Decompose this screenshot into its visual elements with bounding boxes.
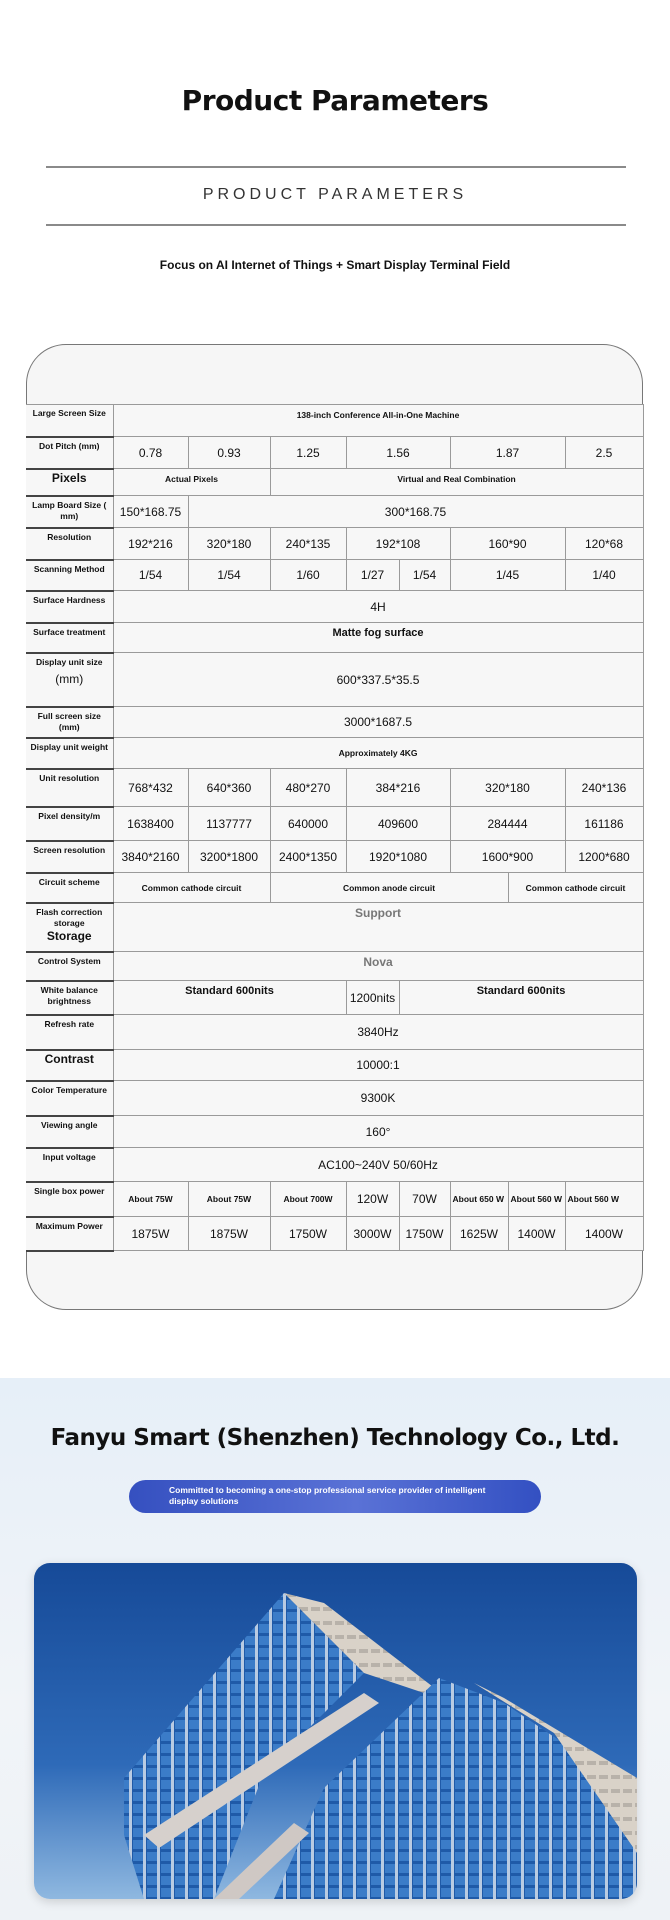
spec-value: 3840Hz (113, 1015, 643, 1050)
spec-label (26, 807, 113, 841)
spec-value: 1750W (399, 1217, 450, 1251)
spec-label (26, 1182, 113, 1217)
spec-label-text: Display unit weight (30, 741, 108, 752)
spec-label-sub: Storage (46, 928, 92, 943)
spec-label (26, 981, 113, 1015)
spec-value: 1.87 (450, 437, 565, 469)
spec-label-text: Pixels (51, 470, 87, 485)
spec-label-text: Large Screen Size (32, 408, 106, 418)
spec-row (26, 769, 643, 807)
spec-row (26, 1050, 643, 1081)
spec-row (26, 560, 643, 591)
spec-label-text: Single box power (34, 1185, 105, 1196)
spec-row (26, 873, 643, 903)
spec-row (26, 1182, 643, 1217)
spec-value: Common anode circuit (270, 873, 508, 903)
spec-value: About 650 W (450, 1182, 508, 1217)
spec-value: 1200*680 (565, 841, 643, 873)
spec-value: 1/54 (188, 560, 270, 591)
spec-value: 192*216 (113, 528, 188, 560)
spec-value: About 560 W (565, 1182, 643, 1217)
spec-label-text: Viewing angle (40, 1119, 98, 1130)
spec-label (26, 738, 113, 769)
spec-row (26, 653, 643, 707)
spec-value: 1/40 (565, 560, 643, 591)
spec-value: About 560 W (508, 1182, 565, 1217)
spec-label (26, 653, 113, 707)
spec-value: 1875W (188, 1217, 270, 1251)
spec-value: About 700W (270, 1182, 346, 1217)
spec-label (26, 707, 113, 738)
spec-row (26, 469, 643, 496)
divider-top (46, 166, 626, 168)
spec-value: 1750W (270, 1217, 346, 1251)
spec-row (26, 1148, 643, 1182)
spec-value: 160° (113, 1116, 643, 1148)
spec-value: 409600 (346, 807, 450, 841)
spec-row (26, 591, 643, 623)
page-title: Product Parameters (181, 84, 489, 117)
spec-value: 1875W (113, 1217, 188, 1251)
spec-value: Standard 600nits (113, 981, 346, 1015)
spec-value: 9300K (113, 1081, 643, 1116)
spec-value: 2.5 (565, 437, 643, 469)
spec-value: 284444 (450, 807, 565, 841)
spec-value: 768*432 (113, 769, 188, 807)
spec-label (26, 437, 113, 469)
company-name: Fanyu Smart (Shenzhen) Technology Co., Ltd. (50, 1425, 620, 1451)
spec-label-text: Maximum Power (35, 1220, 103, 1231)
spec-label-text: Lamp Board Size ( mm) (32, 499, 107, 521)
spec-value: Nova (113, 952, 643, 981)
spec-label-text: Resolution (47, 531, 92, 542)
spec-value: 3000W (346, 1217, 399, 1251)
spec-row (26, 437, 643, 469)
spec-label (26, 496, 113, 528)
building-photo (34, 1563, 637, 1899)
spec-label-text: Scanning Method (33, 563, 105, 574)
spec-value: 160*90 (450, 528, 565, 560)
spec-value: 600*337.5*35.5 (113, 653, 643, 707)
spec-row (26, 841, 643, 873)
spec-value: 240*135 (270, 528, 346, 560)
spec-value: 1400W (565, 1217, 643, 1251)
spec-value: 3200*1800 (188, 841, 270, 873)
spec-label (26, 903, 113, 952)
spec-row (26, 1015, 643, 1050)
spec-label-text: Full screen size (mm) (37, 710, 101, 732)
spec-value: Approximately 4KG (113, 738, 643, 769)
spec-label (26, 469, 113, 496)
spec-value: 640*360 (188, 769, 270, 807)
spec-label-text: Color Temperature (31, 1084, 107, 1095)
spec-value: 320*180 (450, 769, 565, 807)
building-illustration (34, 1563, 637, 1899)
spec-row (26, 1116, 643, 1148)
spec-value: 120W (346, 1182, 399, 1217)
spec-value: Common cathode circuit (113, 873, 270, 903)
spec-row (26, 1217, 643, 1251)
spec-label-text: Dot Pitch (mm) (39, 440, 100, 451)
spec-row (26, 981, 643, 1015)
spec-label (26, 560, 113, 591)
spec-label-sub: (mm) (55, 671, 84, 686)
spec-label (26, 1148, 113, 1182)
spec-value: About 75W (113, 1182, 188, 1217)
spec-label-text: Circuit scheme (38, 876, 100, 887)
spec-value: 480*270 (270, 769, 346, 807)
spec-row (26, 496, 643, 528)
spec-label (26, 1116, 113, 1148)
spec-value: 1920*1080 (346, 841, 450, 873)
spec-value: 3840*2160 (113, 841, 188, 873)
section-subtitle: PRODUCT PARAMETERS (202, 186, 468, 203)
spec-label (26, 528, 113, 560)
spec-value: 1400W (508, 1217, 565, 1251)
spec-value: 240*136 (565, 769, 643, 807)
spec-label-text: Surface treatment (33, 626, 106, 637)
spec-label-text: White balance brightness (40, 984, 98, 1006)
spec-value: 1/60 (270, 560, 346, 591)
spec-value: 320*180 (188, 528, 270, 560)
spec-label-text: Input voltage (42, 1151, 96, 1162)
spec-value: 1.56 (346, 437, 450, 469)
spec-label (26, 591, 113, 623)
spec-label (26, 873, 113, 903)
spec-row (26, 952, 643, 981)
spec-label-text: Display unit size (35, 656, 103, 667)
spec-value: About 75W (188, 1182, 270, 1217)
spec-label-text: Unit resolution (39, 772, 100, 783)
spec-value: 10000:1 (113, 1050, 643, 1081)
spec-value: 1/27 (346, 560, 399, 591)
spec-value: 0.93 (188, 437, 270, 469)
spec-label-text: Refresh rate (44, 1018, 95, 1029)
spec-value: 1137777 (188, 807, 270, 841)
spec-value: Common cathode circuit (508, 873, 643, 903)
spec-label (26, 623, 113, 653)
spec-label (26, 841, 113, 873)
mission-banner (129, 1480, 541, 1513)
spec-row (26, 738, 643, 769)
spec-value: Matte fog surface (113, 623, 643, 653)
spec-row (26, 807, 643, 841)
spec-value: 1/45 (450, 560, 565, 591)
spec-value: 1600*900 (450, 841, 565, 873)
spec-value: 3000*1687.5 (113, 707, 643, 738)
spec-label-text: Screen resolution (33, 844, 106, 855)
spec-label (26, 952, 113, 981)
spec-value: 2400*1350 (270, 841, 346, 873)
spec-value: 640000 (270, 807, 346, 841)
spec-value: 1.25 (270, 437, 346, 469)
spec-value: Standard 600nits (399, 981, 643, 1015)
mission-text: Committed to becoming a one-stop professional service provider of intelligent display solutions (169, 1485, 486, 1506)
spec-label (26, 1217, 113, 1251)
spec-label (26, 769, 113, 807)
spec-label (26, 1081, 113, 1116)
spec-row (26, 903, 643, 952)
spec-row (26, 707, 643, 738)
spec-value: 1/54 (399, 560, 450, 591)
spec-row (26, 1081, 643, 1116)
spec-value: 1638400 (113, 807, 188, 841)
spec-value: Actual Pixels (113, 469, 270, 496)
spec-value: 0.78 (113, 437, 188, 469)
spec-value: 1200nits (346, 981, 399, 1015)
spec-value: 192*108 (346, 528, 450, 560)
spec-row (26, 528, 643, 560)
spec-value: 70W (399, 1182, 450, 1217)
spec-row (26, 405, 643, 437)
spec-value: AC100~240V 50/60Hz (113, 1148, 643, 1182)
spec-label (26, 1015, 113, 1050)
spec-value: 384*216 (346, 769, 450, 807)
spec-value: 150*168.75 (113, 496, 188, 528)
spec-value: 161186 (565, 807, 643, 841)
spec-value: 120*68 (565, 528, 643, 560)
spec-label-text: Flash correction storage (36, 906, 103, 928)
spec-table (26, 404, 644, 1252)
spec-value: 300*168.75 (188, 496, 643, 528)
spec-row (26, 623, 643, 653)
spec-value: 1625W (450, 1217, 508, 1251)
spec-label (26, 1050, 113, 1081)
tagline: Focus on AI Internet of Things + Smart Display Terminal Field (159, 258, 511, 272)
spec-value: 1/54 (113, 560, 188, 591)
spec-value: Virtual and Real Combination (270, 469, 643, 496)
spec-value: 138-inch Conference All-in-One Machine (113, 405, 643, 437)
spec-label-text: Contrast (44, 1051, 94, 1066)
spec-label (26, 405, 113, 437)
spec-label-text: Pixel density/m (38, 810, 101, 821)
divider-bottom (46, 224, 626, 226)
spec-value: Support (113, 903, 643, 952)
spec-label-text: Surface Hardness (33, 594, 106, 605)
spec-value: 4H (113, 591, 643, 623)
spec-label-text: Control System (37, 955, 101, 966)
